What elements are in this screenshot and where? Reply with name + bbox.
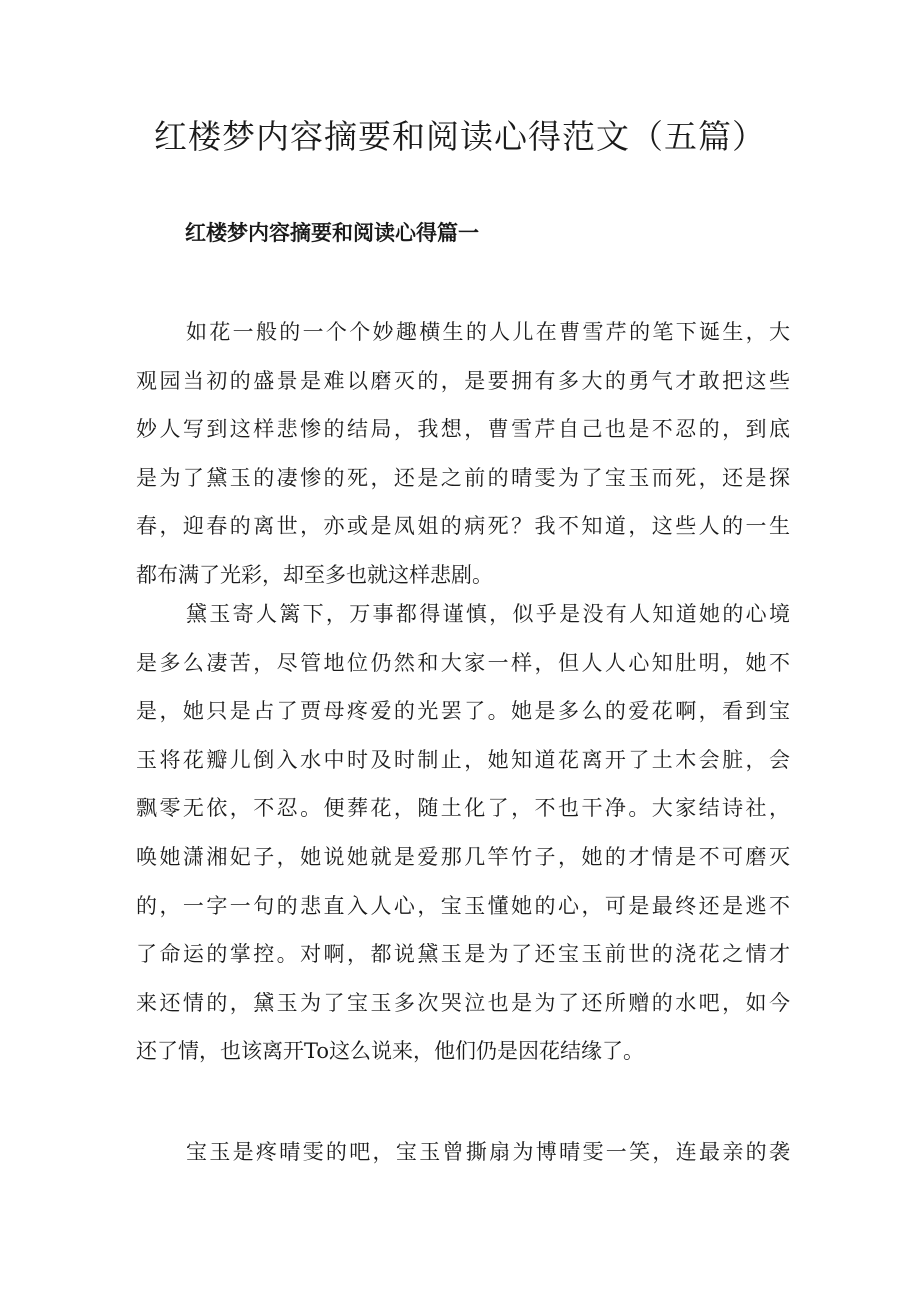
paragraph-line: 飘零无依，不忍。便葬花，随土化了，不也干净。大家结诗社， (136, 796, 790, 821)
paragraph-line: 玉将花瓣儿倒入水中时及时制止，她知道花离开了土木会脏，会 (136, 747, 790, 772)
paragraph-line: 是为了黛玉的凄惨的死，还是之前的晴雯为了宝玉而死，还是探 (136, 465, 790, 490)
paragraph-line: 唤她潇湘妃子，她说她就是爱那几竿竹子，她的才情是不可磨灭 (136, 844, 790, 869)
paragraph-2 (136, 590, 790, 1076)
paragraph-3 (136, 1128, 790, 1177)
paragraph-line: 了命运的掌控。对啊，都说黛玉是为了还宝玉前世的浇花之情才 (136, 942, 790, 967)
paragraph-line: 如花一般的一个个妙趣横生的人儿在曹雪芹的笔下诞生，大 (186, 320, 790, 344)
paragraph-line: 黛玉寄人篱下，万事都得谨慎，似乎是没有人知道她的心境 (186, 602, 790, 626)
paragraph-line: 宝玉是疼晴雯的吧，宝玉曾撕扇为博晴雯一笑，连最亲的袭 (186, 1140, 790, 1164)
paragraph-line: 妙人写到这样悲惨的结局，我想，曹雪芹自己也是不忍的，到底 (136, 417, 790, 442)
paragraph-line: 都布满了光彩，却至多也就这样悲剧。 (136, 562, 493, 587)
paragraph-line: 的，一字一句的悲直入人心，宝玉懂她的心，可是最终还是逃不 (136, 893, 790, 918)
paragraph-line: 是，她只是占了贾母疼爱的光罢了。她是多么的爱花啊，看到宝 (136, 699, 790, 724)
paragraph-line: 观园当初的盛景是难以磨灭的，是要拥有多大的勇气才敢把这些 (136, 368, 790, 393)
paragraph-line: 是多么凄苦，尽管地位仍然和大家一样，但人人心知肚明，她不 (136, 650, 790, 675)
section-heading: 红楼梦内容摘要和阅读心得篇一 (185, 221, 479, 245)
paragraph-line: 来还情的，黛玉为了宝玉多次哭泣也是为了还所赠的水吧，如今 (136, 990, 790, 1015)
paragraph-1 (136, 308, 790, 600)
paragraph-line: 春，迎春的离世，亦或是凤姐的病死？我不知道，这些人的一生 (136, 514, 790, 539)
document-title: 红楼梦内容摘要和阅读心得范文（五篇） (154, 117, 766, 156)
paragraph-line: 还了情，也该离开To这么说来，他们仍是因花结缘了。 (136, 1039, 645, 1064)
